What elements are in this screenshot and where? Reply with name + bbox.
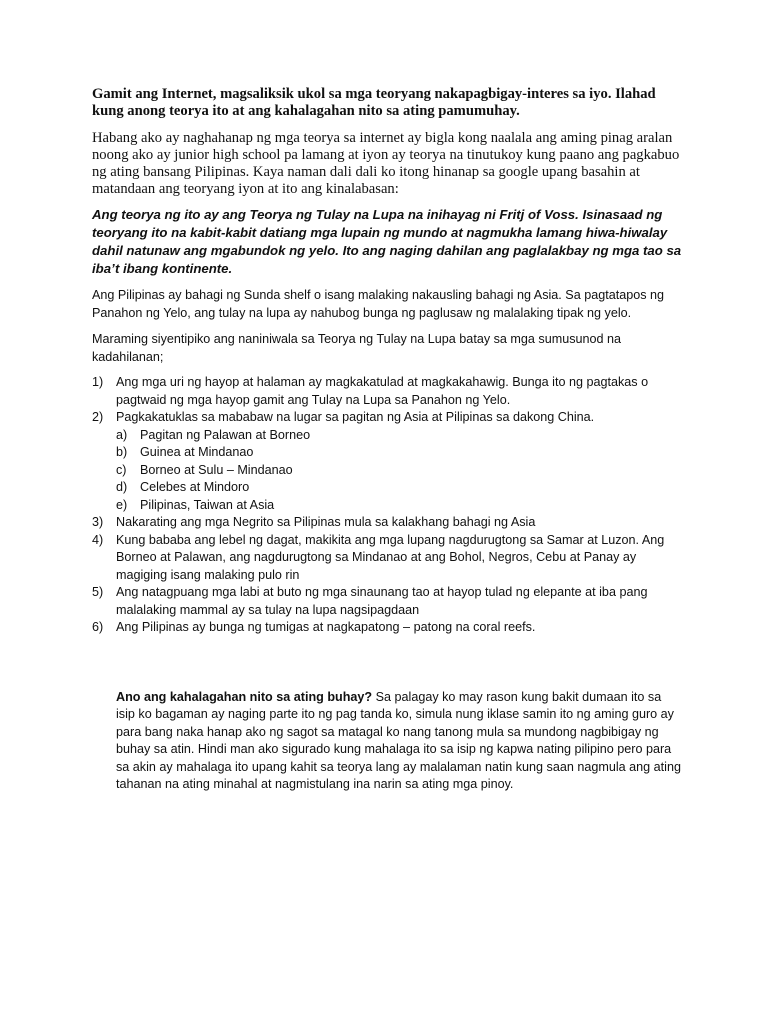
sub-list-item-text: Celebes at Mindoro [140, 480, 250, 494]
sub-list-item-letter: c) [116, 462, 127, 477]
sub-list-item-letter: e) [116, 497, 128, 512]
sub-list-item [116, 479, 682, 497]
sub-list [116, 427, 682, 515]
sub-list-item-letter: a) [116, 427, 128, 442]
list-item-text: Ang natagpuang mga labi at buto ng mga sinaunang tao at hayop tulad ng elepante at iba pang malalaking mammal ay sa tulay na lupa nagsipagdaan [116, 585, 648, 617]
sub-list-item-text: Guinea at Mindanao [140, 445, 254, 459]
sub-list-item-text: Pilipinas, Taiwan at Asia [140, 497, 275, 512]
evidence-list [92, 374, 682, 637]
sub-list-item-letter: b) [116, 445, 128, 459]
sub-list-item-text: Borneo at Sulu – Mindanao [140, 462, 293, 477]
list-item [92, 584, 682, 619]
sub-list-item [116, 497, 682, 515]
sub-list-item-letter: d) [116, 480, 128, 494]
list-item-number: 6) [92, 620, 104, 634]
list-item-number: 1) [92, 375, 104, 389]
sub-list-item [116, 444, 682, 462]
list-item [92, 514, 682, 532]
conclusion-text: Sa palagay ko may rason kung bakit dumaan ito sa isip ko bagaman ay naging parte ito ng pag tanda ko, simula nung iklase samin ito ng aming guro ay para bang naka hanap ako ng sagot sa matagal ko nang tanong mula sa mundong nagbibigay ng buhay sa atin. Hindi man ako sigurado kung mahalaga ito sa isip ng kapwa nating pilipino pero para sa akin ay mahalaga ito upang kahit sa teorya lang ay malalaman natin kung saan nagmula ang ating tahanan na ating minahal at nagmistulang ina narin sa ating mga pinoy. [116, 689, 681, 792]
conclusion-question: Ano ang kahalagahan nito sa ating buhay? [116, 689, 373, 704]
list-item-text: Kung bababa ang lebel ng dagat, makikita ang mga lupang nagdurugtong sa Samar at Luzon. Ang Borneo at Palawan, ang nagdurugtong sa Mindanao at ang Bohol, Negros, Cebu at Panay ay magiging isang malaking pulo rin [116, 532, 665, 582]
list-item-text: Ang mga uri ng hayop at halaman ay magkakatulad at magkakahawig. Bunga ito ng pagtakas o pagtwaid ng mga hayop gamit ang Tulay na Lupa sa Panahon ng Yelo. [116, 375, 649, 407]
list-item-text: Pagkakatuklas sa mababaw na lugar sa pagitan ng Asia at Pilipinas sa dakong China. [116, 410, 595, 424]
conclusion-paragraph [116, 689, 682, 794]
sunda-shelf-paragraph: Ang Pilipinas ay bahagi ng Sunda shelf o isang malaking nakausling bahagi ng Asia. Sa pagtatapos ng Panahon ng Yelo, ang tulay na lupa ay nahubog bunga ng paglusaw ng malalaking tipak ng yelo. [92, 288, 665, 320]
list-item [92, 409, 682, 514]
list-item-text: Nakarating ang mga Negrito sa Pilipinas mula sa kalakhang bahagi ng Asia [116, 515, 536, 529]
assignment-question: Gamit ang Internet, magsaliksik ukol sa mga teoryang nakapagbigay-interes sa iyo. Ilahad kung anong teorya ito at ang kahalagahan nito sa ating pamumuhay. [92, 86, 656, 119]
sub-list-item [116, 427, 682, 445]
evidence-intro-paragraph: Maraming siyentipiko ang naniniwala sa Teorya ng Tulay na Lupa batay sa mga sumusunod na kadahilanan; [92, 332, 622, 364]
list-item-number: 4) [92, 532, 104, 547]
list-item-number: 3) [92, 515, 104, 529]
sub-list-item [116, 462, 682, 480]
list-item [92, 374, 682, 409]
sub-list-item-text: Pagitan ng Palawan at Borneo [140, 427, 311, 442]
list-item-number: 5) [92, 585, 104, 599]
intro-paragraph: Habang ako ay naghahanap ng mga teorya sa internet ay bigla kong naalala ang aming pinag aralan noong ako ay junior high school pa lamang at iyon ay teorya na tinutukoy kung paano ang pagkabuo ng ating bansang Pilipinas. Kaya naman dali dali ko itong hinanap sa google upang basahin at matandaan ang teoryang iyon at ito ang kinalabasan: [92, 130, 680, 197]
list-item [92, 619, 682, 637]
list-item-number: 2) [92, 410, 104, 424]
list-item-text: Ang Pilipinas ay bunga ng tumigas at nagkapatong – patong na coral reefs. [116, 620, 536, 634]
theory-statement: Ang teorya ng ito ay ang Teorya ng Tulay na Lupa na inihayag ni Fritj of Voss. Isinasaad ng teoryang ito na kabit-kabit datiang mga lupain ng mundo at nagmukha lamang hiwa-hiwalay dahil natunaw ang mgabundok ng yelo. Ito ang naging dahilan ang paglalakbay ng mga tao sa iba’t ibang kontinente. [92, 207, 682, 276]
list-item [92, 532, 682, 585]
